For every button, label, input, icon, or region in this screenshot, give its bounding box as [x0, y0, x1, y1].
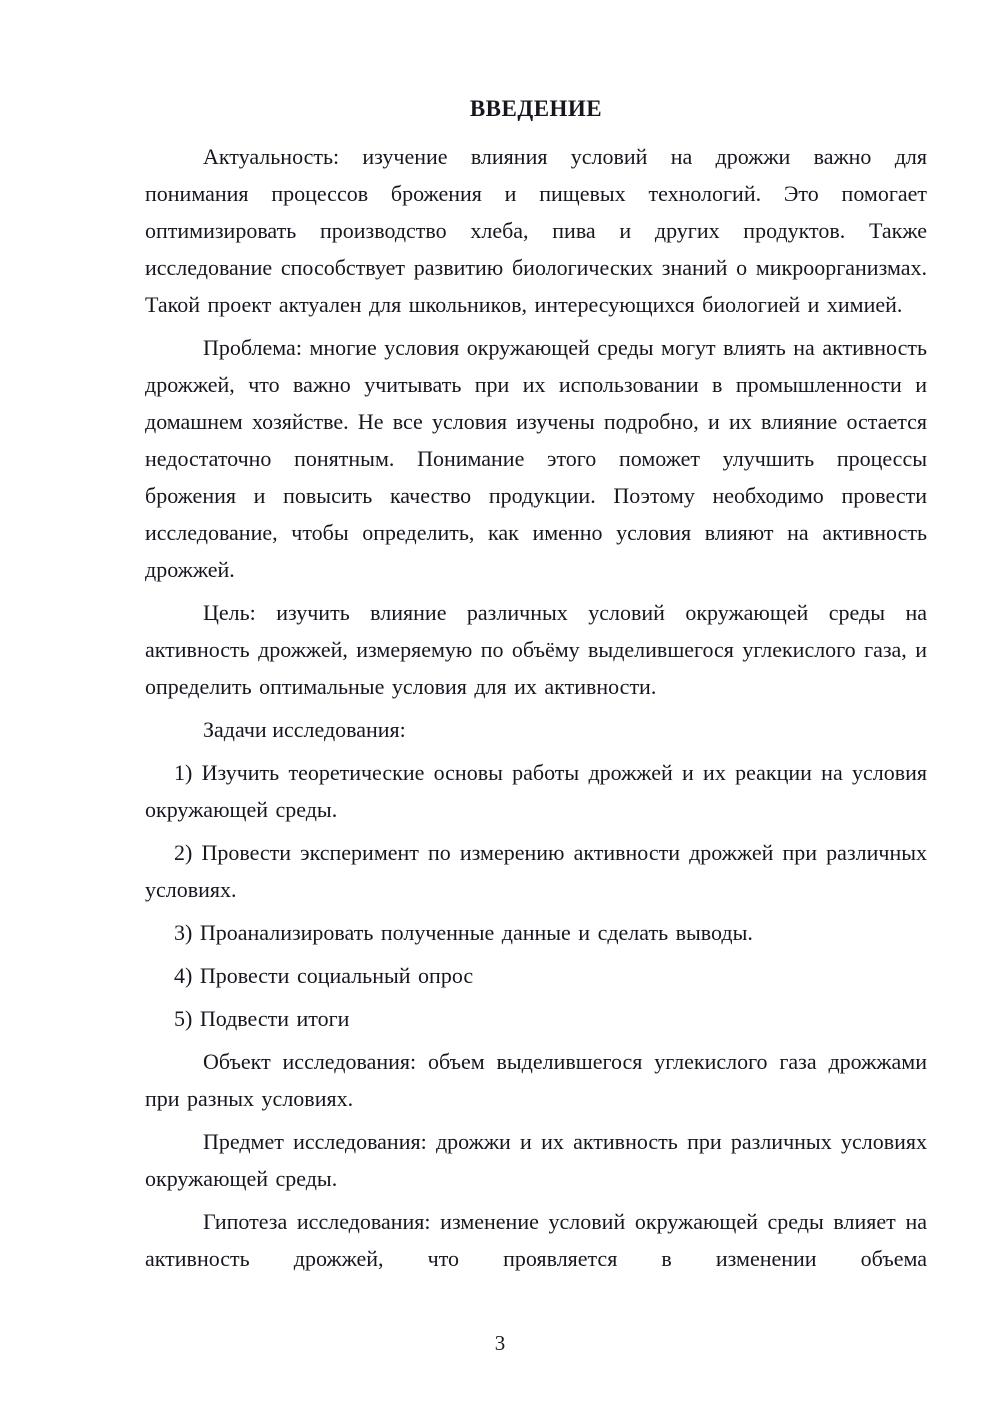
page-number: 3 — [494, 1331, 506, 1355]
task-item-2: 2) Провести эксперимент по измерению активности дрожжей при различных условиях. — [145, 840, 927, 902]
task-item-1: 1) Изучить теоретические основы работы дрожжей и их реакции на условия окружающей среды. — [145, 760, 927, 822]
paragraph-object: Объект исследования: объем выделившегося углекислого газа дрожжами при разных условиях. — [145, 1049, 927, 1111]
tasks-heading: Задачи исследования: — [203, 717, 406, 742]
paragraph-relevance: Актуальность: изучение влияния условий на дрожжи важно для понимания процессов брожения и пищевых технологий. Это помогает оптимизировать производство хлеба, пива и других продуктов. Также исследование способствует развитию биологических знаний о микроорганизмах. Такой проект актуален для школьников, интересующихся биологией и химией. — [145, 144, 927, 317]
document-title: ВВЕДЕНИЕ — [469, 96, 603, 121]
paragraph-problem: Проблема: многие условия окружающей среды могут влиять на активность дрожжей, что важно учитывать при их использовании в промышленности и домашнем хозяйстве. Не все условия изучены подробно, и их влияние остается недостаточно понятным. Понимание этого поможет улучшить процессы брожения и повысить качество продукции. Поэтому необходимо провести исследование, чтобы определить, как именно условия влияют на активность дрожжей. — [145, 335, 927, 582]
task-item-3: 3) Проанализировать полученные данные и сделать выводы. — [174, 920, 753, 945]
task-item-4: 4) Провести социальный опрос — [174, 963, 474, 988]
task-item-5: 5) Подвести итоги — [174, 1006, 350, 1031]
paragraph-goal: Цель: изучить влияние различных условий окружающей среды на активность дрожжей, измеряемую по объёму выделившегося углекислого газа, и определить оптимальные условия для их активности. — [145, 600, 927, 699]
paragraph-subject: Предмет исследования: дрожжи и их активность при различных условиях окружающей среды. — [145, 1129, 927, 1191]
paragraph-hypothesis: Гипотеза исследования: изменение условий окружающей среды влияет на активность дрожжей, что проявляется в изменении объема — [145, 1209, 927, 1271]
